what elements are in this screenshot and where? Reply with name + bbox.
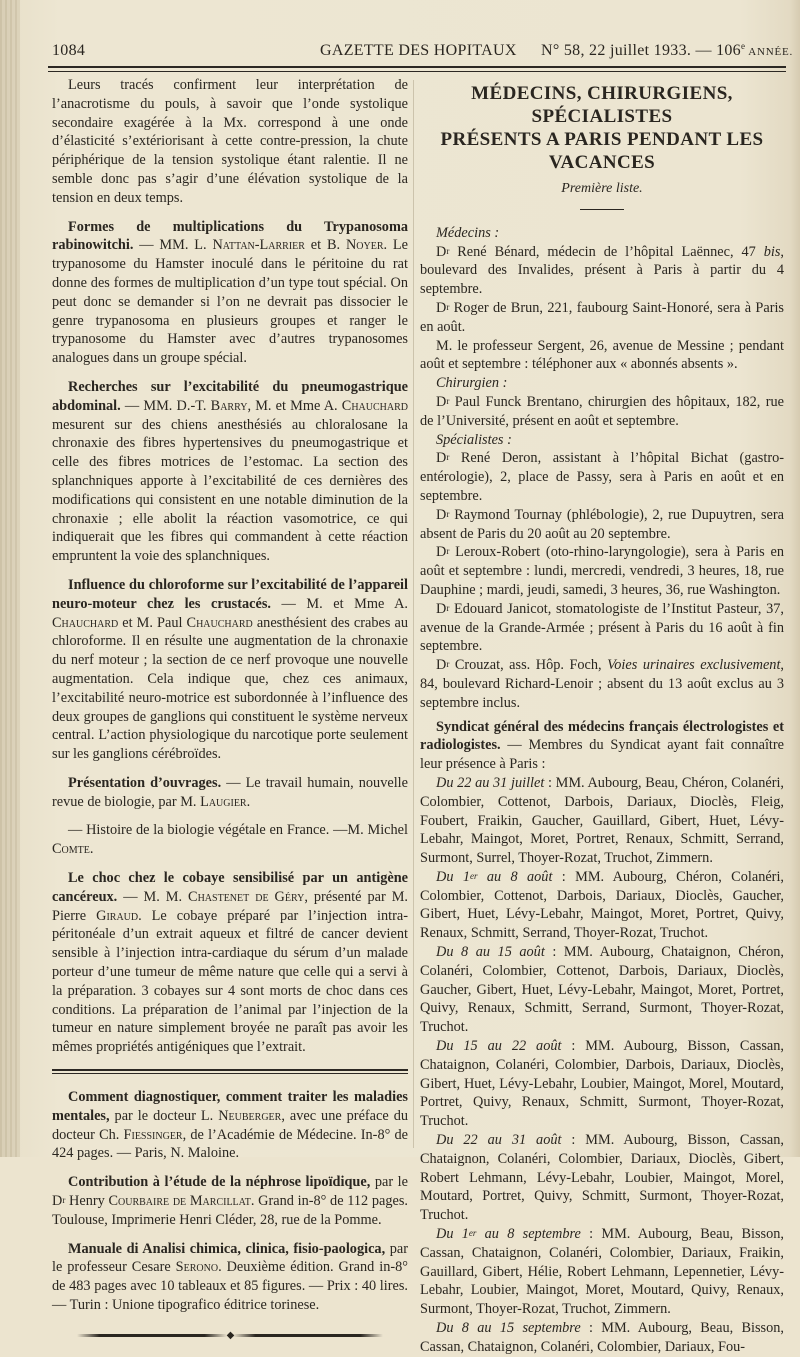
column-divider: [413, 80, 414, 1148]
header-rule-thin: [48, 71, 786, 72]
left-column: [52, 76, 408, 1346]
title-rule: [580, 209, 624, 210]
end-ornament: ◆: [52, 1327, 408, 1346]
entry-histoire-biologie: — Histoire de la biologie végétale en France. —M. Michel Comte.: [52, 822, 408, 858]
period-entry: Du 22 au 31 juillet : MM. Aubourg, Beau, Chéron, Colanéri, Colombier, Cottenot, Darbois, Dariaux, Dioclès, Fleig, Foubert, Fraikin, Gaucher, Gauillard, Gibert, Huet, Lévy-Lebahr, Maingot, Moret, Portret, Renaux, Schmitt, Serrand, Surmont, Surrel, Thoyer-Rozat, Truchot, Zimmern.: [420, 774, 785, 867]
page-number: 1084: [52, 42, 86, 59]
label-medecins: Médecins :: [436, 224, 500, 241]
specialiste-entry: $D^r$ Edouard Janicot, stomatologiste de l’Institut Pasteur, 37, avenue de la Grande-Armée ; présent à Paris du 16 août à fin septembre.: [420, 600, 784, 655]
journal-title: GAZETTE DES HOPITAUX: [320, 42, 517, 59]
specialiste-entry: $D^r$ Leroux-Robert (oto-rhino-laryngologie), sera à Paris en août et septembre : lundi, mercredi, vendredi, 3 heures, 18, rue Dauphine ; mardi, jeudi, samedi, 3 heures, 36, rue Washington.: [420, 544, 784, 598]
chirurgien-entry: $D^r$ Paul Funck Brentano, chirurgien des hôpitaux, 182, rue de l’Université, présent en août et septembre.: [420, 393, 784, 429]
specialiste-entry: $D^r$ René Deron, assistant à l’hôpital Bichat (gastro-entérologie), 2, place de Passy, sera à Paris en août et en septembre.: [420, 450, 784, 504]
section-double-rule: [52, 1069, 408, 1074]
page-header: [52, 38, 794, 68]
period-entry: Du 8 au 15 septembre : MM. Aubourg, Beau, Bisson, Cassan, Chataignon, Colanéri, Colombier, Dariaux, Fou-: [420, 1320, 784, 1355]
paragraph-anacrotisme: Leurs tracés confirment leur interprétation de l’anacrotisme du pouls, à savoir que l’onde systolique secondaire exagérée à la Mx. correspond à une onde d’élasticité s’extériorisant à cette contre-pression, la chute périphérique de la tension systolique étant ralentie. Il ne semble donc pas s’agir d’une élévation systolique de la tension en deux temps.: [52, 77, 408, 206]
period-entry: Du 15 au 22 août : MM. Aubourg, Bisson, Cassan, Chataignon, Colanéri, Colombier, Darbois, Dariaux, Dioclès, Gibert, Huet, Lévy-Lebahr, Loubier, Maingot, Morel, Moutard, Portret, Quivy, Renaux, Schmitt, Surmont, Thoyer-Rozat, Truchot.: [420, 1038, 784, 1130]
binding-edge: [0, 0, 20, 1157]
entry-trypanosoma: Formes de multiplications du Trypanosoma rabinowitchi. — MM. L. Nattan-Larrier et B. Noyer. Le trypanosome du Hamster inoculé dans le péritoine du rat donne des formes de multiplication d’un type tout spécial. On peut donc se demander si l’on ne devrait pas dissocier le genre trypanosoma en plusieurs groupes et ranger le trypanosome du Hamster avec d’autres trypanosomes analogues dans un groupe spécial.: [52, 218, 409, 367]
entry-presentation-ouvrages: Présentation d’ouvrages. — Le travail humain, nouvelle revue de biologie, par M. Laugier.: [52, 774, 408, 810]
label-specialistes: Spécialistes :: [436, 431, 512, 448]
specialiste-entry: $D^r$ Raymond Tournay (phlébologie), 2, rue Dupuytren, sera absent de Paris du 20 août au 20 septembre.: [420, 506, 784, 542]
specialistes-list: [420, 449, 784, 712]
right-column: [420, 76, 784, 1357]
article-title: MÉDECINS, CHIRURGIENS, SPÉCIALISTES PRÉSENTS A PARIS PENDANT LES VACANCES: [440, 83, 764, 173]
periods-list: [420, 774, 784, 1357]
book-manuale-analisi: Manuale di Analisi chimica, clinica, fisio-paologica, par le professeur Cesare Serono. Deuxième édition. Grand in-8° de 483 pages avec 10 tableaux et 85 figures. — Prix : 40 lires. — Turin : Unione tipografico éditrice torinese.: [52, 1240, 408, 1314]
specialiste-entry: $D^r$ Crouzat, ass. Hôp. Foch, Voies urinaires exclusivement, 84, boulevard Richard-Lenoir ; absent du 13 août exclus au 3 septembre inclus.: [420, 657, 784, 711]
period-entry: Du 1er au 8 août : MM. Aubourg, Chéron, Colanéri, Colombier, Cottenot, Darbois, Dariaux, Dioclès, Gaucher, Gibert, Huet, Lévy-Lebahr, Maingot, Moret, Portret, Quivy, Renaux, Schmitt, Serrand, Thoyer-Rozat, Truchot.: [420, 868, 784, 942]
entry-chloroforme: Influence du chloroforme sur l’excitabilité de l’appareil neuro-moteur chez les crustacés. — M. et Mme A. Chauchard et M. Paul Chauchard anesthésient des crabes au chloroforme. Il en résulte une augmentation de la chronaxie du nerf moteur ; la section de ce nerf provoque une nouvelle augmentation. Cela indique que, chez ces animaux, l’excitabilité neuro-motrice est subordonnée à l’influence des deux groupes de ganglions qui constituent le système nerveux central. L’action physiologique du narcotique porte seulement sur les ganglions cérébroïdes.: [52, 576, 408, 763]
medecin-entry: $D^r$ René Bénard, médecin de l’hôpital Laënnec, 47 bis, boulevard des Invalides, présent à Paris à partir du 4 septembre.: [420, 243, 784, 298]
period-entry: Du 22 au 31 août : MM. Aubourg, Bisson, Cassan, Chataignon, Colanéri, Colombier, Dariaux, Dioclès, Gibert, Robert Lehmann, Lévy-Lebahr, Loubier, Maingot, Morel, Moutard, Portret, Quivy, Schmitt, Surmont, Thoyer-Rozat, Truchot.: [420, 1132, 784, 1224]
issue-info: N° 58, 22 juillet 1933. — 106e ANNÉE.: [541, 41, 794, 59]
book-nephrose: Contribution à l’étude de la néphrose lipoïdique, par le $D^r$ Henry Courbaire de Marcillat. Grand in-8° de 112 pages. Toulouse, Imprimerie Henri Cléder, 28, rue de la Pomme.: [52, 1174, 408, 1228]
medecins-list: [420, 243, 784, 375]
entry-pneumogastrique: Recherches sur l’excitabilité du pneumogastrique abdominal. — MM. D.-T. Barry, M. et Mme A. Chauchard mesurent sur des chiens anesthésiés au chloralosane la chronaxie des fibres hypertensives du pneumogastrique et celle des fibres motrices de l’estomac. La section des splanchniques apporte à l’excitabilité de ces dernières des modifications qui consistent en une notable diminution de la chronaxie ; elle abolit la réaction vasomotrice, ce qui indiquerait que les fibres qui commandent à cette réaction empruntent la voie des splanchniques.: [52, 378, 409, 565]
book-maladies-mentales: Comment diagnostiquer, comment traiter les maladies mentales, par le docteur L. Neuberger, avec une préface du docteur Ch. Fiessinger, de l’Académie de Médecine. In-8° de 424 pages. — Paris, N. Maloine.: [52, 1089, 408, 1162]
medecin-entry: $D^r$ Roger de Brun, 221, faubourg Saint-Honoré, sera à Paris en août.: [420, 299, 784, 335]
header-rule: [48, 66, 786, 68]
period-entry: Du 1er au 8 septembre : MM. Aubourg, Beau, Bisson, Cassan, Chataignon, Colanéri, Colombier, Dariaux, Fraikin, Gauillard, Gibert, Hélie, Robert Lehmann, Lepennetier, Lévy-Lebahr, Loubier, Maingot, Moret, Moutard, Quivy, Renaux, Surmont, Thoyer-Rozat, Truchot, Zimmern.: [420, 1226, 784, 1318]
article-subtitle: Première liste.: [561, 181, 643, 196]
syndicat-entry: Syndicat général des médecins français électrologistes et radiologistes. — Membres du Syndicat ayant fait connaître leur présence à Paris :: [420, 718, 784, 773]
medecin-entry: M. le professeur Sergent, 26, avenue de Messine ; pendant août et septembre : téléphoner aux « abonnés absents ».: [420, 337, 784, 373]
period-entry: Du 8 au 15 août : MM. Aubourg, Chataignon, Chéron, Colanéri, Colombier, Cottenot, Darbois, Dariaux, Dioclès, Gaucher, Gibert, Huet, Lévy-Lebahr, Maingot, Moret, Portret, Quivy, Renaux, Schmitt, Serrand, Surmont, Thoyer-Rozat, Truchot.: [420, 944, 784, 1036]
label-chirurgien: Chirurgien :: [436, 375, 508, 392]
entry-choc-cobaye: Le choc chez le cobaye sensibilisé par un antigène cancéreux. — M. M. Chastenet de Géry, présenté par M. Pierre Giraud. Le cobaye préparé par l’injection intra-péritonéale d’un extrait aqueux et filtré de cancer devient sensible à l’injection intra-cardiaque du sérum d’un malade porteur d’une tumeur de même nature que celle qui a servi à la préparation. 3 cobayes sur 4 sont morts de choc dans ces conditions. La préparation de l’animal par l’injection de la tumeur en nature simplement broyée ne paraît pas avoir les mêmes propriétés antigéniques que l’extrait.: [52, 870, 408, 1056]
